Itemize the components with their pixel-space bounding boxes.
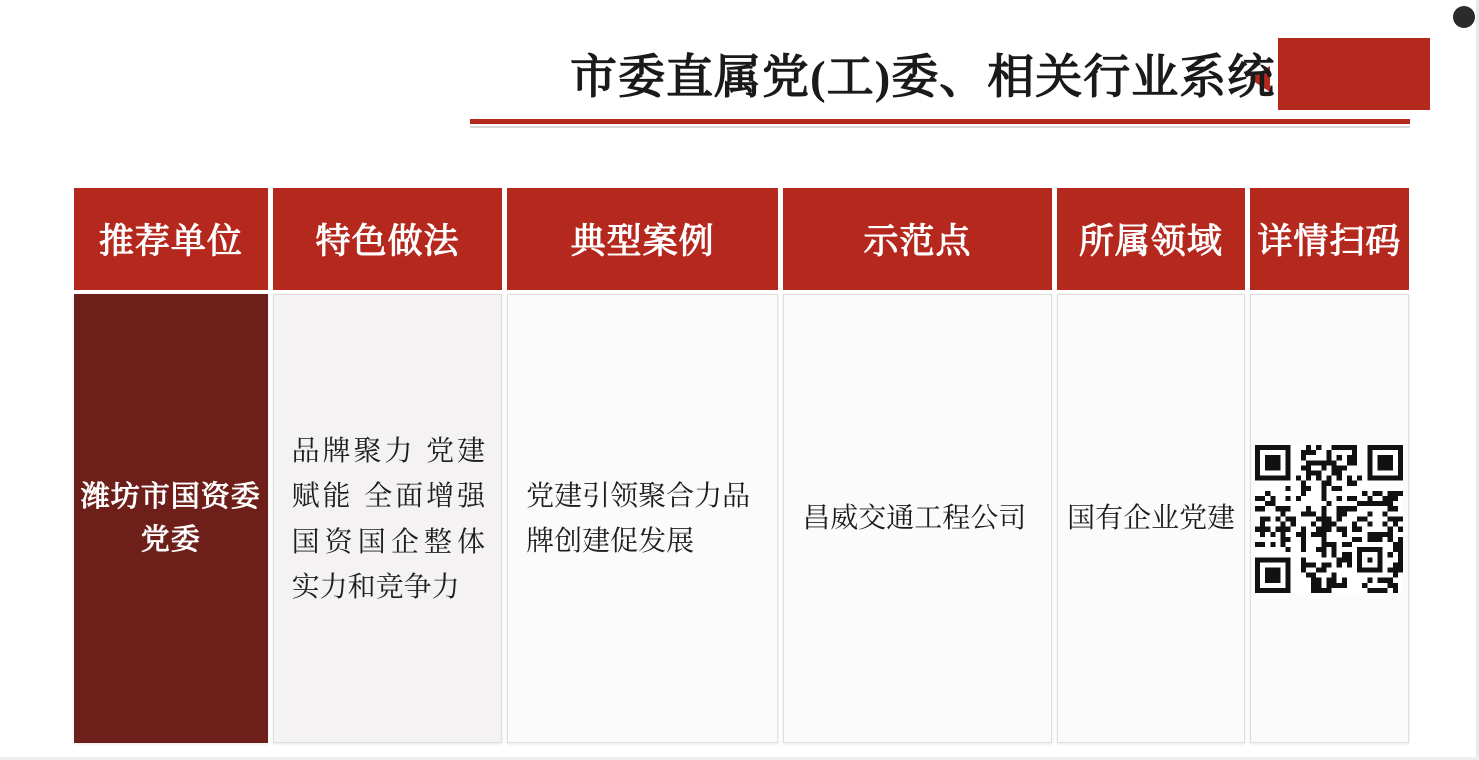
- cell-field-text: 国有企业党建: [1067, 502, 1236, 534]
- section-title: [470, 38, 1430, 124]
- cell-field: [1057, 294, 1245, 743]
- cell-unit-text: 潍坊市国资委党委: [80, 481, 261, 556]
- cell-practice-text: 品牌聚力 党建赋能 全面增强国资国企整体实力和竞争力: [291, 434, 486, 602]
- qr-code-icon[interactable]: [1255, 445, 1403, 593]
- cell-practice: [273, 294, 503, 743]
- title-underline-shadow: [470, 126, 1410, 128]
- cell-qr: [1250, 294, 1409, 743]
- table-header-unit: 推荐单位: [74, 188, 268, 290]
- table-header-qr: 详情扫码: [1250, 188, 1409, 290]
- table-row: [74, 294, 1409, 743]
- data-table: [74, 188, 1409, 743]
- page-corner-mark-icon: [1453, 6, 1475, 28]
- cell-case-text: 党建引领聚合力品牌创建促发展: [526, 479, 751, 556]
- title-underline: [470, 119, 1410, 124]
- cell-unit: [74, 294, 268, 743]
- cell-demo-text: 昌威交通工程公司: [802, 502, 1027, 534]
- qr-code-canvas[interactable]: [1255, 445, 1403, 593]
- title-accent-block: [1278, 38, 1430, 110]
- table-header-demo: 示范点: [783, 188, 1052, 290]
- cell-case: [507, 294, 778, 743]
- table-header-field: 所属领域: [1057, 188, 1245, 290]
- table-header-practice: 特色做法: [273, 188, 502, 290]
- cell-demo: [783, 294, 1052, 743]
- table-header-row: [74, 188, 1409, 290]
- table-header-case: 典型案例: [507, 188, 778, 290]
- page-title: 市委直属党(工)委、相关行业系统: [570, 52, 1276, 104]
